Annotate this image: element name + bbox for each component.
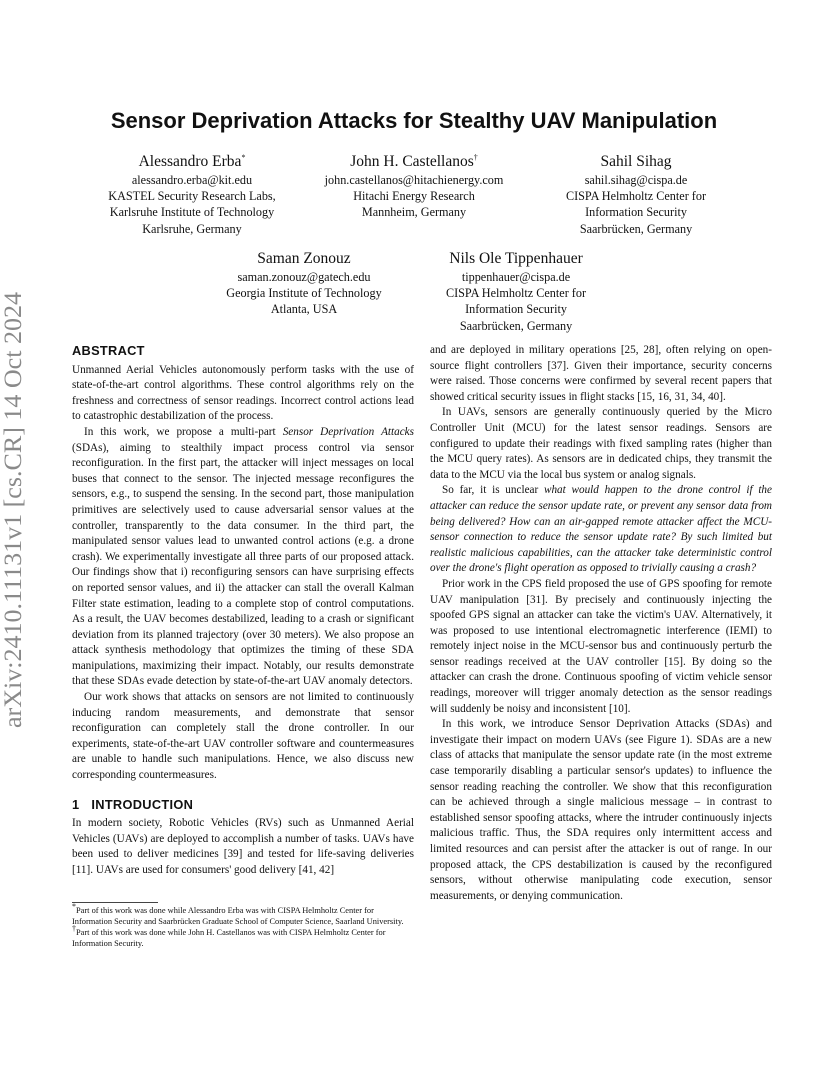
author-affiliation: Mannheim, Germany bbox=[361, 205, 467, 220]
abstract-paragraph: In this work, we propose a multi-part Sensor Deprivation Attacks (SDAs), aiming to stealthily impact process control via sensor reconfiguration. In the first part, the attacker will inject messages on local buses that connect to the sensor. The injected message reconfigures the sensors, e.g., to suspend the sensing. In the second part, those manipulation primitives are selectively used to cause adversarial sensor values at the controller, transparently to the data consumer. In the third part, the manipulated sensor values lead to unwanted control actions (e.g. a drone crash). We experimentally investigate all three parts of our proposed attack. Our findings show that i) reconfiguring sensors can have surprising effects on reported sensor values, and ii) the attacker can stall the overall Kalman Filter state estimation, leading to a complete stop of control computations. As a result, the UAV becomes destabilized, leading to a crash or significant deviation from its planned trajectory (over 30 meters). We also propose an attack synthesis methodology that optimizes the timing of these SDA manipulations, maximizing their impact. Notably, our results demonstrate that these SDAs evade detection by state-of-the-art UAV anomaly detectors. bbox=[72, 425, 414, 688]
author-affiliation: Atlanta, USA bbox=[270, 302, 338, 317]
body-paragraph: and are deployed in military operations [25, 28], often relying on open-source flight controllers [37]. Given their importance, security concerns were raised. Those concerns were confirmed by several recent papers that showed critical security issues in flight stacks [15, 16, 31, 34, 40]. bbox=[430, 344, 772, 403]
author-email: john.castellanos@hitachienergy.com bbox=[324, 173, 504, 187]
author-email: saman.zonouz@gatech.edu bbox=[237, 270, 371, 284]
section-heading: 1 INTRODUCTION bbox=[72, 796, 194, 812]
author-affiliation: Information Security bbox=[585, 205, 687, 220]
abstract-heading: ABSTRACT bbox=[72, 343, 145, 358]
paper-title: Sensor Deprivation Attacks for Stealthy UAV Manipulation bbox=[110, 108, 718, 133]
author-affiliation: Saarbrücken, Germany bbox=[459, 318, 573, 333]
body-paragraph: In modern society, Robotic Vehicles (RVs) such as Unmanned Aerial Vehicles (UAVs) are deployed to accomplish a number of tasks. UAVs have been used to deliver medicines [39] and tested for life-saving deliveries [11]. UAVs are used for consumers' good delivery [41, 42] bbox=[72, 817, 414, 876]
right-column bbox=[430, 343, 772, 904]
author-affiliation: Karlsruhe, Germany bbox=[142, 221, 242, 236]
arxiv-identifier-stamp bbox=[0, 290, 50, 730]
body-paragraph: So far, it is unclear what would happen to the drone control if the attacker can reduce the sensor update rate, or prevent any sensor data from being delivered? How can an air-gapped remote attacker affect the MCU-sensor connection to reduce the sensor update rate? By such limited but realistic malicious capabilities, can the attacker take deterministic control over the drone's flight operation as opposed to trivially causing a crash? bbox=[430, 484, 772, 575]
author-block bbox=[516, 152, 756, 237]
author-name: John H. Castellanos† bbox=[350, 152, 478, 170]
author-name: Alessandro Erba* bbox=[138, 152, 246, 170]
author-affiliation: Information Security bbox=[465, 302, 567, 317]
author-affiliation: CISPA Helmholtz Center for bbox=[445, 286, 587, 301]
author-email: tippenhauer@cispa.de bbox=[461, 270, 571, 284]
footnote-rule bbox=[72, 902, 158, 903]
body-paragraph: Prior work in the CPS field proposed the use of GPS spoofing for remote UAV manipulation [31]. By precisely and continuously injecting the spoofed GPS signal an attacker can take the victim's UAV. Alternatively, it was proposed to use intentional electromagnetic interference (IEMI) to remotely inject noise in the MCU-sensor bus and continuously perturb the sensor readings received at the UAV controller [15]. By doing so the attacker can crash the drone. Continuous spoofing of victim vehicle sensor readings, moreover will trigger anomaly detection as the sensor readings will suddenly be noisy and inconsistent [10]. bbox=[430, 577, 772, 715]
author-name: Nils Ole Tippenhauer bbox=[449, 250, 583, 267]
author-block bbox=[294, 152, 534, 221]
arxiv-identifier-text: arXiv:2410.11131v1 [cs.CR] 14 Oct 2024 bbox=[0, 309, 27, 728]
footnote: †Part of this work was done while John H. Castellanos was with CISPA Helmholtz Center for Information Security. bbox=[72, 924, 386, 948]
author-affiliation: Georgia Institute of Technology bbox=[226, 286, 382, 301]
left-column bbox=[72, 343, 414, 879]
author-affiliation: Hitachi Energy Research bbox=[353, 189, 475, 204]
author-block bbox=[72, 152, 312, 237]
author-block bbox=[184, 249, 424, 318]
author-email: alessandro.erba@kit.edu bbox=[131, 173, 253, 187]
author-email: sahil.sihag@cispa.de bbox=[584, 173, 688, 187]
author-block bbox=[396, 249, 636, 334]
author-affiliation: Saarbrücken, Germany bbox=[579, 221, 693, 236]
body-paragraph: In this work, we introduce Sensor Deprivation Attacks (SDAs) and investigate their impact on modern UAVs (see Figure 1). SDAs are a new class of attacks that manipulate the sensor update rate (in the most extreme case temporarily disabling a particular sensor's updates) to influence the sensor reading reaching the controller. We show that this reconfiguration can be achieved through a single malicious message – in contrast to established sensor spoofing attacks, where the intruder continuously injects malicious traffic. Thus, the SDA requires only intermittent access and limited resources and can persist after the attacker is out of range. In our proposed attack, the CPS destabilization is caused by the reconfigured sensors, without otherwise manipulating code execution, sensor measurements, or denying communication. bbox=[430, 718, 772, 902]
author-name: Sahil Sihag bbox=[600, 153, 672, 170]
footnote: *Part of this work was done while Alessandro Erba was with CISPA Helmholtz Center for Information Security and Saarbrücken Graduate School of Computer Science, Saarland University. bbox=[72, 902, 404, 926]
author-affiliation: Karlsruhe Institute of Technology bbox=[109, 205, 275, 220]
author-affiliation: KASTEL Security Research Labs, bbox=[108, 189, 276, 204]
body-paragraph: In UAVs, sensors are generally continuously queried by the Micro Controller Unit (MCU) for the latest sensor readings. Sensors are configured to update their readings with fixed sampling rates (higher than the MCU query rates). As sensors are in dedicated chips, they transmit the data to the MCU via the local bus system or analog signals. bbox=[430, 406, 772, 481]
abstract-paragraph: Our work shows that attacks on sensors are not limited to continuously inducing random measurements, and demonstrate that sensor reconfiguration can completely stall the drone controller. In our experiments, state-of-the-art UAV controller software and countermeasures are unable to handle such manipulations. Hence, we also discuss new corresponding countermeasures. bbox=[72, 691, 414, 782]
author-name: Saman Zonouz bbox=[257, 250, 351, 267]
abstract-paragraph: Unmanned Aerial Vehicles autonomously perform tasks with the use of state-of-the-art control algorithms. These control algorithms rely on the freshness and correctness of sensor readings. Incorrect control actions lead to catastrophic destabilization of the process. bbox=[72, 363, 414, 423]
author-affiliation: CISPA Helmholtz Center for bbox=[565, 189, 707, 204]
footnotes bbox=[72, 902, 414, 949]
